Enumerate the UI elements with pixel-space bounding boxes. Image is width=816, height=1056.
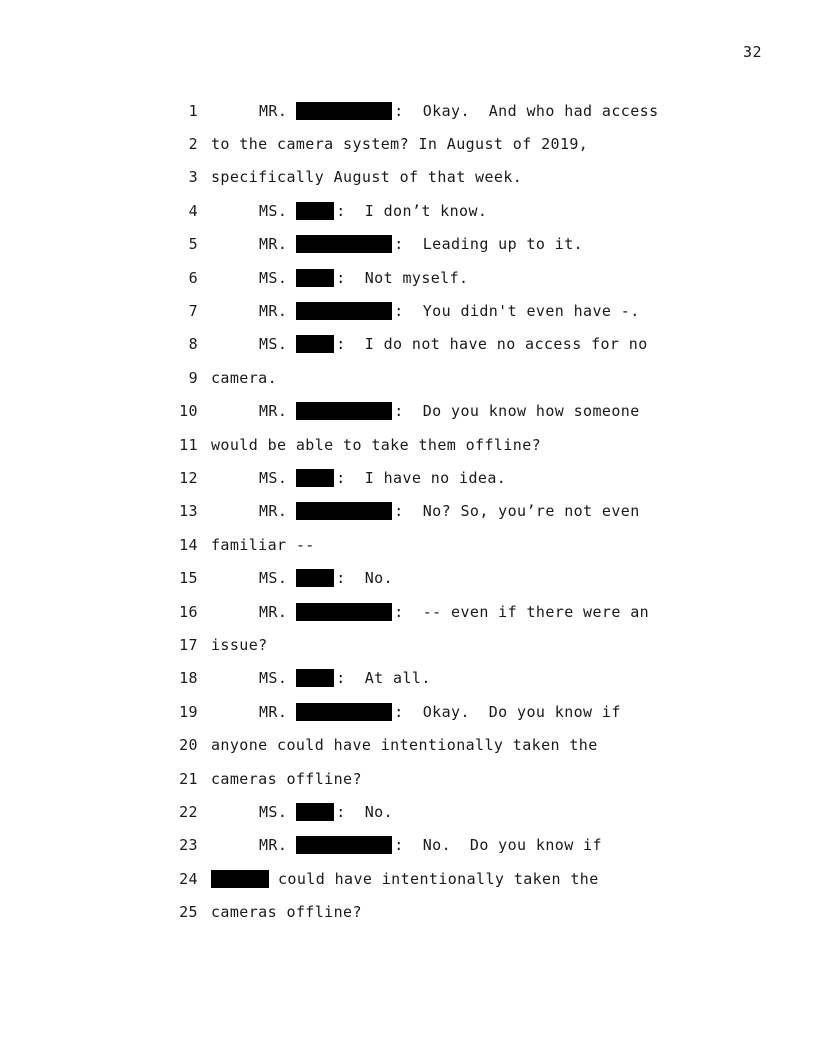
speaker-title: MS. <box>259 802 288 821</box>
transcript-line: 18 MS. : At all. <box>170 662 730 695</box>
speaker-title: MS. <box>259 201 288 220</box>
transcript-line <box>170 895 730 928</box>
line-text: issue? <box>211 635 268 654</box>
line-text: At all. <box>364 669 431 688</box>
line-text: familiar -- <box>211 535 315 554</box>
transcript-line <box>170 528 730 561</box>
speaker-title: MR. <box>259 502 288 521</box>
transcript-line <box>170 728 730 761</box>
redaction-block <box>296 803 334 821</box>
line-text: -- even if there were an <box>422 602 650 621</box>
line-number: 3 <box>188 168 198 187</box>
line-text: I have no idea. <box>364 468 507 487</box>
line-number: 2 <box>188 135 198 154</box>
transcript-line <box>170 762 730 795</box>
line-number: 13 <box>179 502 198 521</box>
line-number: 4 <box>188 201 198 220</box>
line-number: 18 <box>179 669 198 688</box>
line-number: 16 <box>179 602 198 621</box>
redaction-block <box>296 603 392 621</box>
line-number: 12 <box>179 468 198 487</box>
line-text: could have intentionally taken the <box>278 869 599 888</box>
transcript-line: 13 MR. : No? So, you’re not even <box>170 495 730 528</box>
line-number: 22 <box>179 802 198 821</box>
transcript-line: 6 MS. : Not myself. <box>170 261 730 294</box>
speaker-title: MR. <box>259 235 288 254</box>
transcript-line <box>170 161 730 194</box>
line-number: 20 <box>179 736 198 755</box>
transcript-line: 19 MR. : Okay. Do you know if <box>170 695 730 728</box>
redaction-block <box>296 402 392 420</box>
line-text: I don’t know. <box>364 201 488 220</box>
transcript-line <box>170 127 730 160</box>
transcript-line: 15 MS. : No. <box>170 561 730 594</box>
transcript-line: 12 MS. : I have no idea. <box>170 461 730 494</box>
transcript-line: 16 MR. : -- even if there were an <box>170 595 730 628</box>
speaker-title: MR. <box>259 402 288 421</box>
speaker-title: MS. <box>259 268 288 287</box>
line-number: 7 <box>188 302 198 321</box>
line-text: Okay. And who had access <box>422 101 659 120</box>
speaker-title: MR. <box>259 101 288 120</box>
speaker-title: MR. <box>259 836 288 855</box>
line-number: 6 <box>188 268 198 287</box>
line-number: 10 <box>179 402 198 421</box>
redaction-block <box>211 870 269 888</box>
line-number: 1 <box>188 101 198 120</box>
line-number: 21 <box>179 769 198 788</box>
line-number: 15 <box>179 569 198 588</box>
line-number: 17 <box>179 635 198 654</box>
redaction-block <box>296 703 392 721</box>
line-text: specifically August of that week. <box>211 168 523 187</box>
redaction-block <box>296 102 392 120</box>
line-text: camera. <box>211 368 278 387</box>
line-text: Leading up to it. <box>422 235 584 254</box>
line-number: 23 <box>179 836 198 855</box>
speaker-title: MS. <box>259 468 288 487</box>
line-text: Okay. Do you know if <box>422 702 621 721</box>
line-text: Not myself. <box>364 268 469 287</box>
redaction-block <box>296 269 334 287</box>
speaker-title: MS. <box>259 335 288 354</box>
line-text: You didn't even have -. <box>422 302 640 321</box>
line-number: 25 <box>179 903 198 922</box>
line-number: 8 <box>188 335 198 354</box>
transcript-line <box>170 361 730 394</box>
transcript-line: 1 MR. : Okay. And who had access <box>170 94 730 127</box>
redaction-block <box>296 569 334 587</box>
transcript-line: 23 MR. : No. Do you know if <box>170 829 730 862</box>
line-text: No. <box>364 569 394 588</box>
redaction-block <box>296 202 334 220</box>
speaker-title: MS. <box>259 569 288 588</box>
redaction-block <box>296 302 392 320</box>
speaker-title: MR. <box>259 602 288 621</box>
transcript-body <box>170 94 730 929</box>
line-text: anyone could have intentionally taken the <box>211 736 598 755</box>
line-text: cameras offline? <box>211 769 362 788</box>
redaction-block <box>296 502 392 520</box>
page-number: 32 <box>742 43 762 61</box>
line-text: No. Do you know if <box>422 836 602 855</box>
line-number: 9 <box>188 368 198 387</box>
transcript-line: 4 MS. : I don’t know. <box>170 194 730 227</box>
line-text: I do not have no access for no <box>364 335 648 354</box>
transcript-line <box>170 628 730 661</box>
transcript-line <box>170 428 730 461</box>
transcript-line <box>170 862 730 895</box>
redaction-block <box>296 836 392 854</box>
line-text: would be able to take them offline? <box>211 435 542 454</box>
line-number: 5 <box>188 235 198 254</box>
redaction-block <box>296 235 392 253</box>
speaker-title: MR. <box>259 302 288 321</box>
transcript-line: 8 MS. : I do not have no access for no <box>170 328 730 361</box>
redaction-block <box>296 669 334 687</box>
line-text: No? So, you’re not even <box>422 502 640 521</box>
redaction-block <box>296 469 334 487</box>
line-number: 11 <box>179 435 198 454</box>
line-text: Do you know how someone <box>422 402 640 421</box>
transcript-line: 5 MR. : Leading up to it. <box>170 228 730 261</box>
line-text: No. <box>364 802 394 821</box>
transcript-line: 22 MS. : No. <box>170 795 730 828</box>
line-number: 24 <box>179 869 198 888</box>
line-text: to the camera system? In August of 2019, <box>211 135 589 154</box>
line-number: 14 <box>179 535 198 554</box>
transcript-line: 7 MR. : You didn't even have -. <box>170 294 730 327</box>
line-number: 19 <box>179 702 198 721</box>
transcript-line: 10 MR. : Do you know how someone <box>170 395 730 428</box>
speaker-title: MR. <box>259 702 288 721</box>
speaker-title: MS. <box>259 669 288 688</box>
line-text: cameras offline? <box>211 903 362 922</box>
redaction-block <box>296 335 334 353</box>
